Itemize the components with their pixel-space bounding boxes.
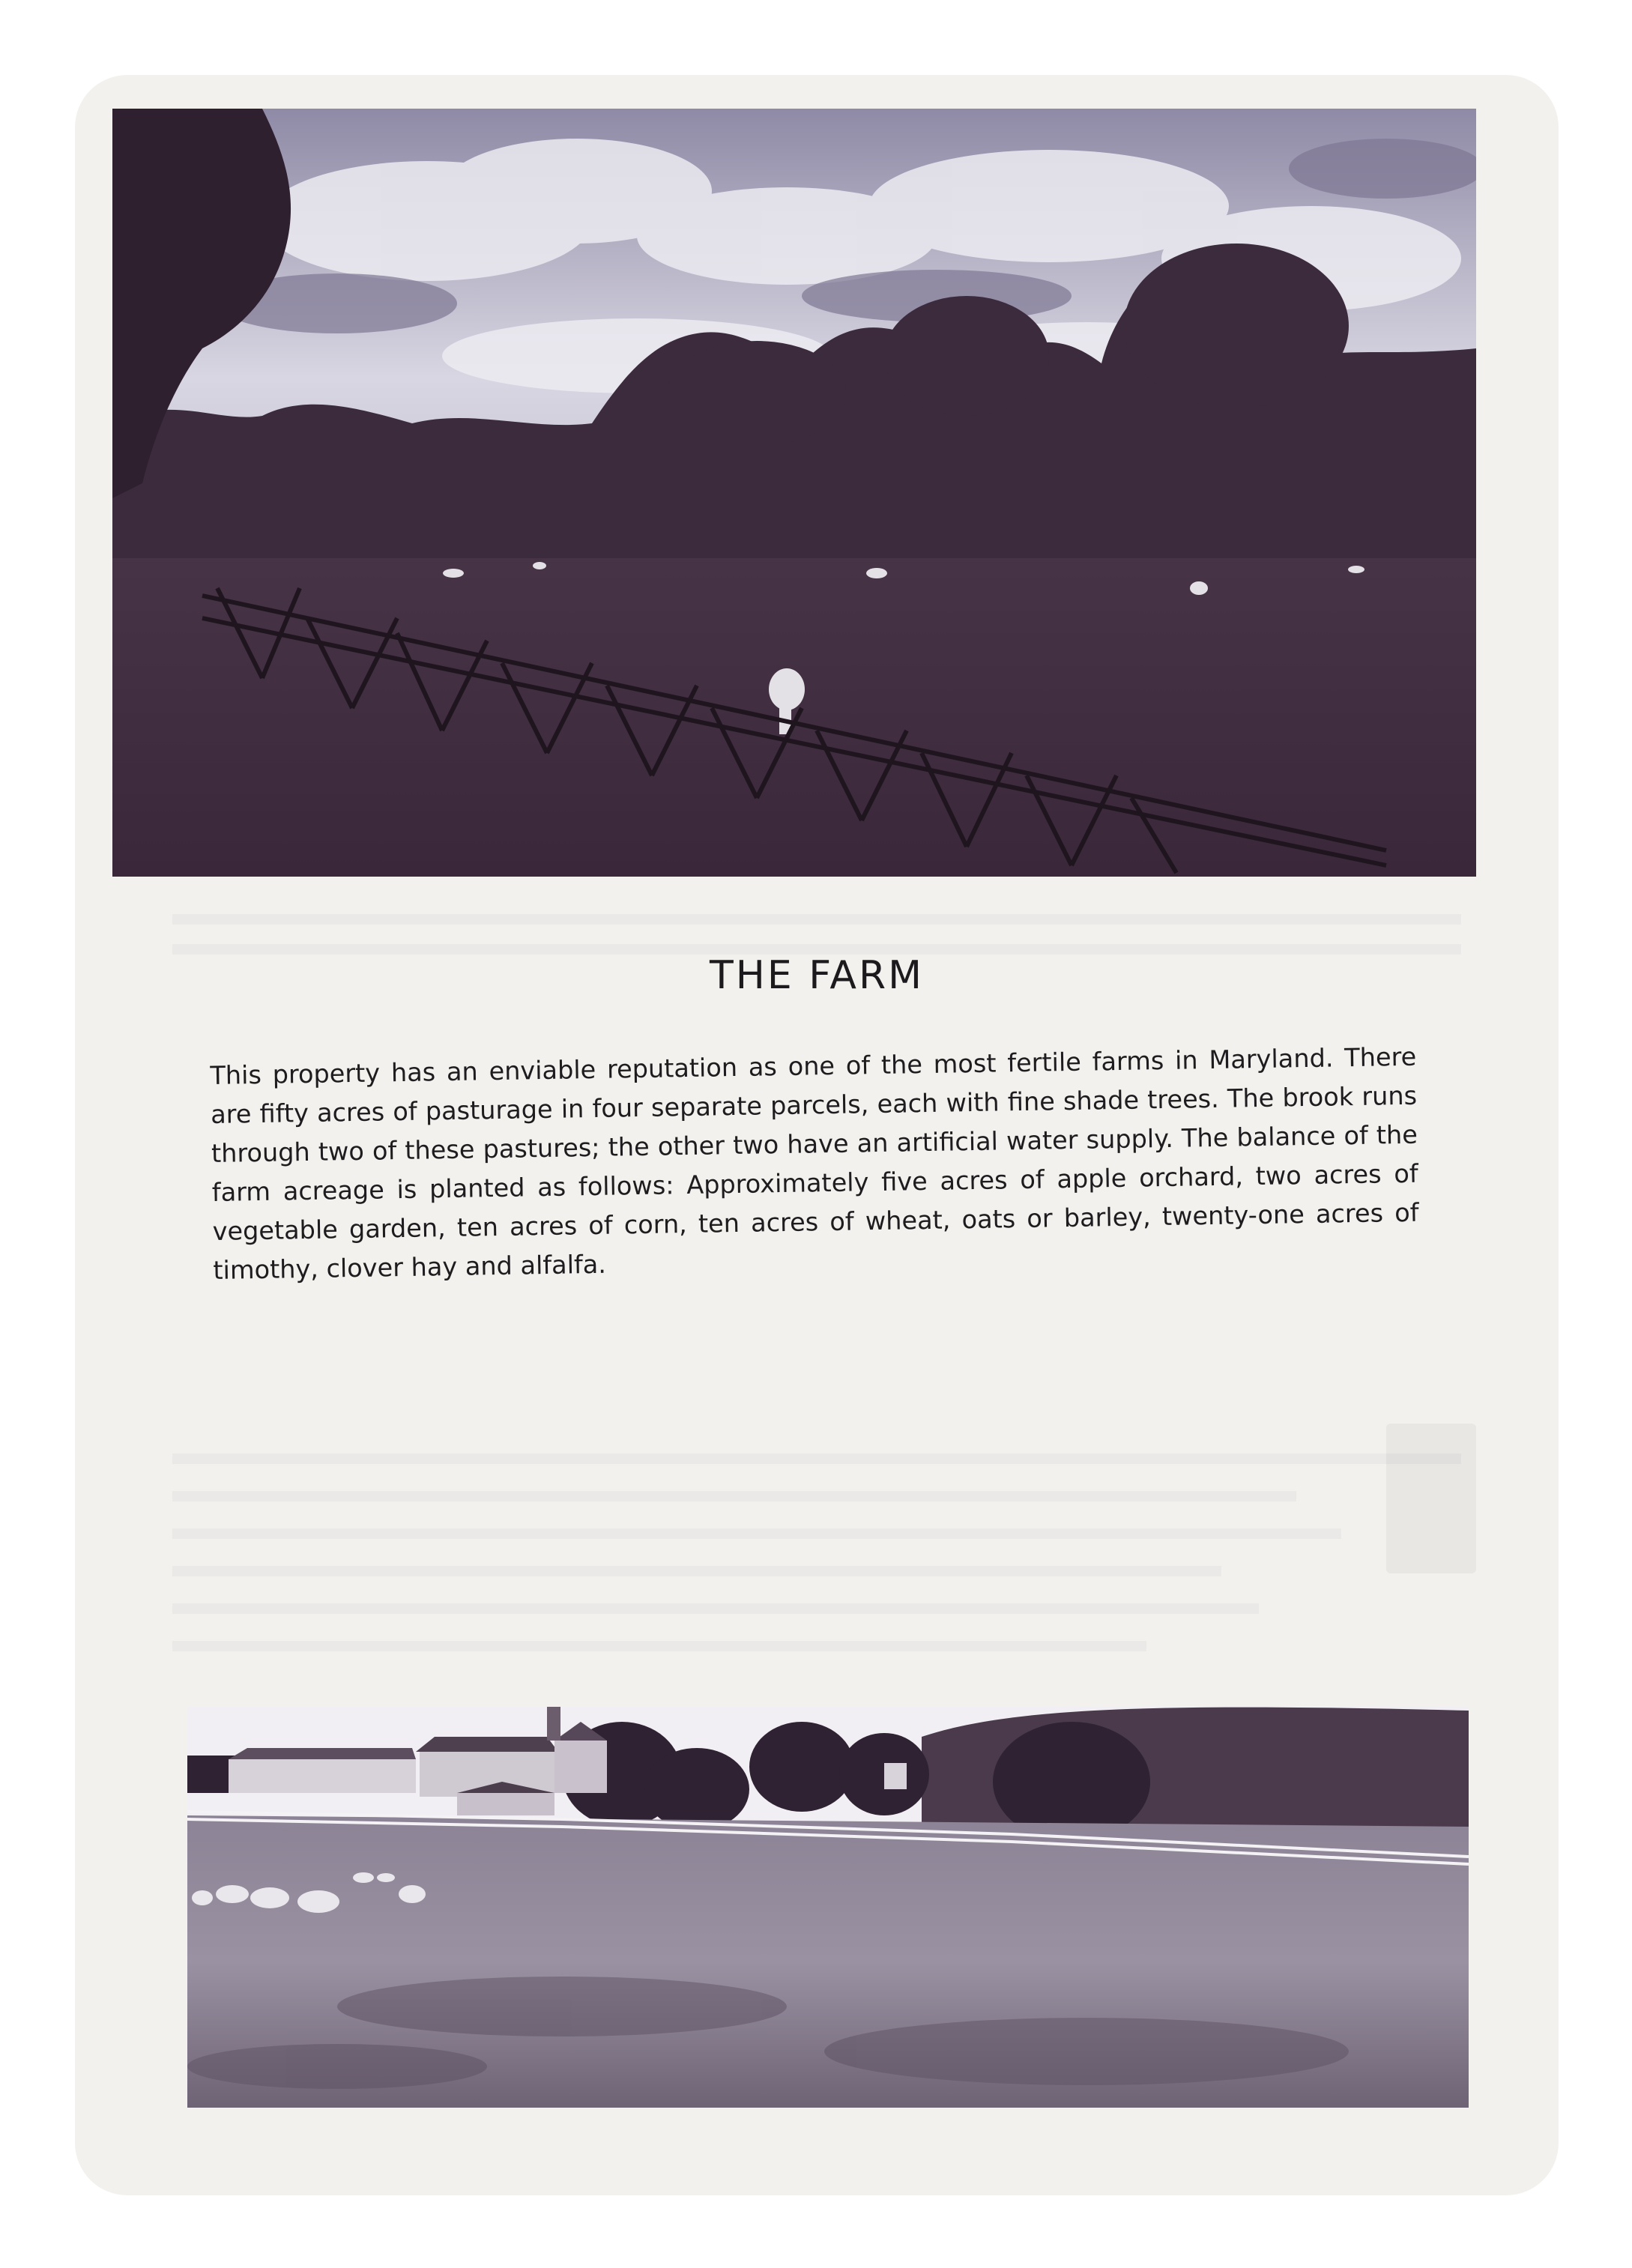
show-through-line xyxy=(172,1454,1461,1464)
farm-description: This property has an enviable reputation as one of the most fertile farms in Maryland. There are fifty acres of pasturage in four separate parcels, each with fine shade trees. The brook runs through two of these pastures; the other two have an artificial water supply. The balance of the farm acreage is planted as follows: Approximately five acres of apple orchard, two acres of vegetable garden, ten acres of corn, ten acres of wheat, oats or barley, twenty-one acres of timothy, clover hay and alfalfa. xyxy=(210,1041,1419,1285)
pasture-photo xyxy=(112,109,1476,877)
page-title: THE FARM xyxy=(710,953,924,998)
show-through-line xyxy=(172,1603,1259,1614)
document-sheet xyxy=(75,75,1559,2195)
show-through-line xyxy=(172,1491,1296,1502)
meadow-photo xyxy=(187,1707,1469,2108)
show-through-line xyxy=(172,1528,1341,1539)
show-through-block xyxy=(1386,1424,1476,1573)
show-through-line xyxy=(172,914,1461,925)
show-through-line xyxy=(172,1641,1146,1651)
show-through-line xyxy=(172,1566,1221,1576)
